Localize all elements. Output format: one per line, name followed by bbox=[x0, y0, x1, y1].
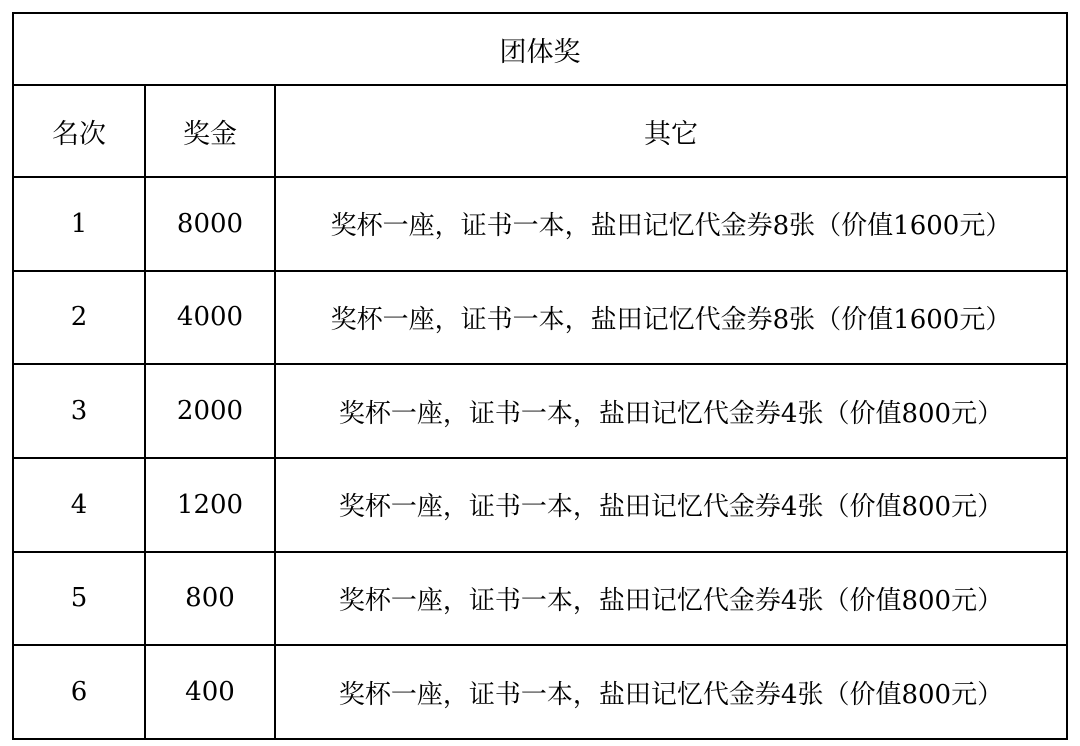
rank-cell: 2 bbox=[13, 271, 145, 365]
table-row bbox=[13, 364, 1067, 458]
other-cell: 奖杯一座，证书一本，盐田记忆代金券4张（价值800元） bbox=[275, 645, 1067, 739]
rank-cell: 4 bbox=[13, 458, 145, 552]
rank-cell: 6 bbox=[13, 645, 145, 739]
column-header-rank: 名次 bbox=[13, 85, 145, 177]
other-cell: 奖杯一座，证书一本，盐田记忆代金券4张（价值800元） bbox=[275, 458, 1067, 552]
prize-table bbox=[12, 12, 1068, 740]
bonus-cell: 4000 bbox=[145, 271, 275, 365]
bonus-cell: 400 bbox=[145, 645, 275, 739]
rank-cell: 1 bbox=[13, 177, 145, 271]
other-cell: 奖杯一座，证书一本，盐田记忆代金券4张（价值800元） bbox=[275, 552, 1067, 646]
table-row bbox=[13, 458, 1067, 552]
table-row bbox=[13, 552, 1067, 646]
rank-cell: 3 bbox=[13, 364, 145, 458]
table-row bbox=[13, 271, 1067, 365]
column-header-other: 其它 bbox=[275, 85, 1067, 177]
other-cell: 奖杯一座，证书一本，盐田记忆代金券8张（价值1600元） bbox=[275, 271, 1067, 365]
bonus-cell: 8000 bbox=[145, 177, 275, 271]
column-header-bonus: 奖金 bbox=[145, 85, 275, 177]
bonus-cell: 800 bbox=[145, 552, 275, 646]
title-row bbox=[13, 13, 1067, 85]
other-cell: 奖杯一座，证书一本，盐田记忆代金券4张（价值800元） bbox=[275, 364, 1067, 458]
header-row bbox=[13, 85, 1067, 177]
table-row bbox=[13, 645, 1067, 739]
other-cell: 奖杯一座，证书一本，盐田记忆代金券8张（价值1600元） bbox=[275, 177, 1067, 271]
bonus-cell: 1200 bbox=[145, 458, 275, 552]
bonus-cell: 2000 bbox=[145, 364, 275, 458]
table-title: 团体奖 bbox=[13, 13, 1067, 85]
table-row bbox=[13, 177, 1067, 271]
rank-cell: 5 bbox=[13, 552, 145, 646]
